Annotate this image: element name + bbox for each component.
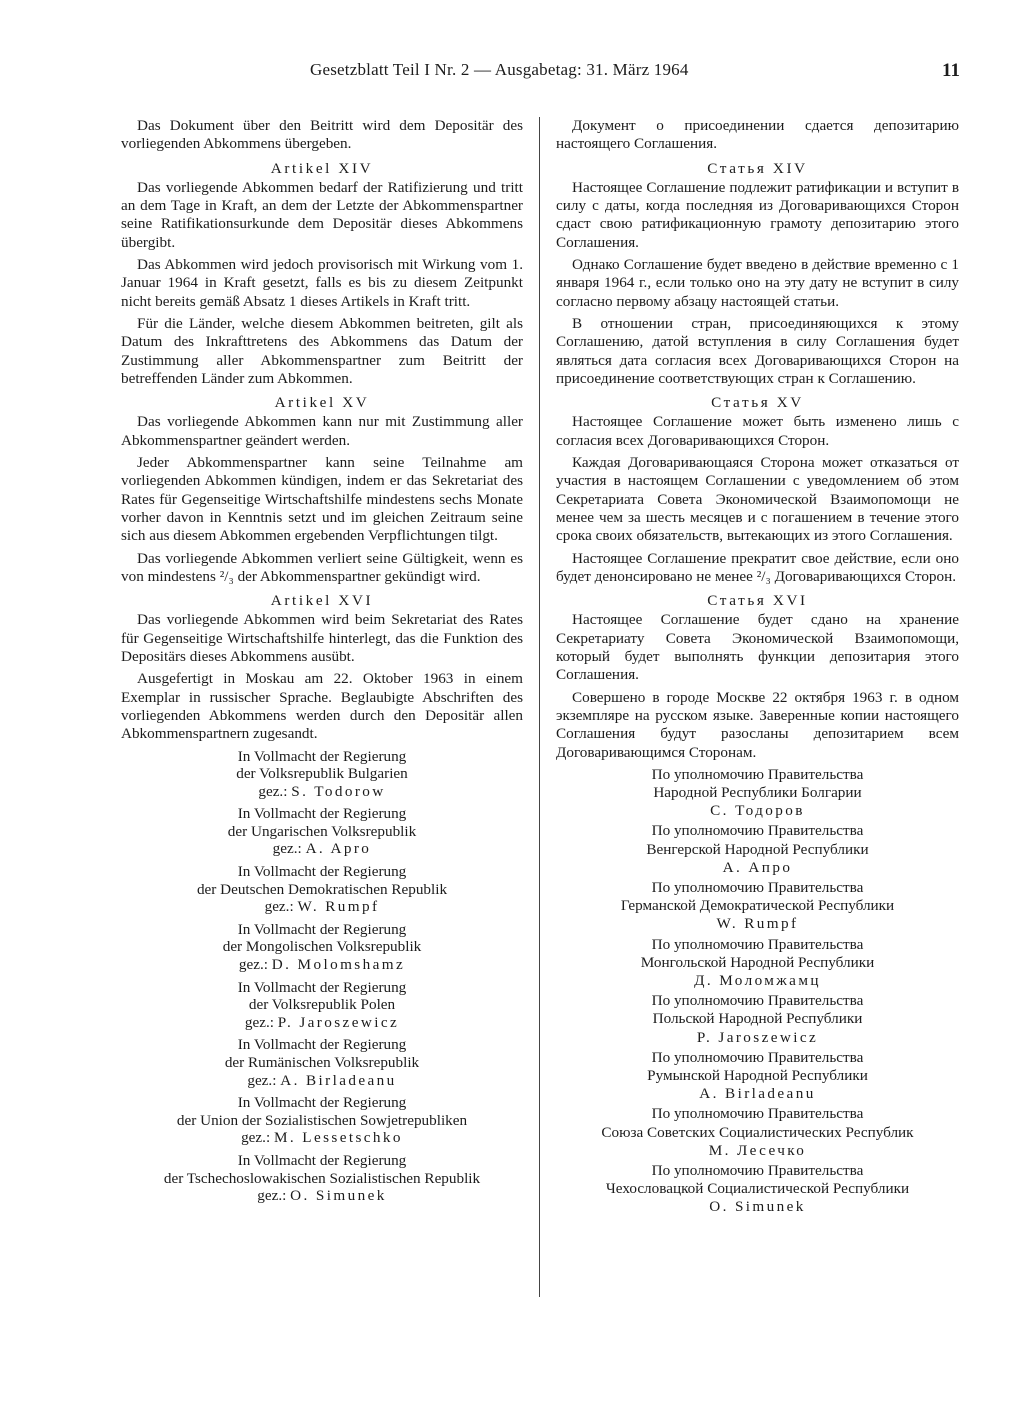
signature-country: Чехословацкой Социалистической Республики xyxy=(605,1180,910,1198)
signature xyxy=(556,1162,959,1217)
signatory-name: M. Lessetschko xyxy=(273,1129,403,1147)
signature-name-line xyxy=(121,1129,523,1147)
paragraph: Совершено в городе Москве 22 октября 1963 г. в одном экземпляре на русском языке. Заверенные копии настоящего Соглашения будут разосланы депозитарием всем Договаривающимся Сторонам. xyxy=(556,688,959,761)
signature xyxy=(556,992,959,1047)
signatory-name: A. Birladeanu xyxy=(699,1085,816,1103)
paragraph: Für die Länder, welche diesem Abkommen beitreten, gilt als Datum des Inkrafttretens des Abkommens das Datum der Zustimmung aller Abkommenspartner zum Beitritt der betreffenden Länder zum Abkommen. xyxy=(121,314,523,387)
signature xyxy=(121,748,523,801)
signature xyxy=(121,1152,523,1205)
signature-name-line xyxy=(121,1014,523,1032)
signature-prefix: gez.: xyxy=(258,782,288,800)
article-heading: Artikel XVI xyxy=(270,592,374,610)
paragraph: Каждая Договаривающаяся Сторона может отказаться от участия в настоящем Соглашении с уведомлением об этом Секретариата Совета Экономической Взаимопомощи не менее чем за шесть месяцев и с погашением в течение этого срока своих обязательств, вытекающих из этого Соглашения. xyxy=(556,454,959,545)
article-heading: Artikel XIV xyxy=(270,159,374,177)
signature-line: По уполномочию Правительства xyxy=(651,1162,864,1180)
signature xyxy=(556,766,959,821)
signature-line: По уполномочию Правительства xyxy=(651,992,864,1010)
signature-country: Германской Демократической Республики xyxy=(620,897,895,915)
signatory-name: O. Simunek xyxy=(709,1198,806,1216)
signatory-name: М. Лесечко xyxy=(708,1141,807,1159)
signature-line: In Vollmacht der Regierung xyxy=(237,805,407,823)
signature-line: In Vollmacht der Regierung xyxy=(237,747,407,765)
signature-line: In Vollmacht der Regierung xyxy=(237,863,407,881)
signature-block xyxy=(121,748,523,1205)
paragraph: Das Abkommen wird jedoch provisorisch mit Wirkung vom 1. Januar 1964 in Kraft gesetzt, falls es bis zu diesem Zeitpunkt nicht bereits gemäß Absatz 1 dieses Artikels in Kraft tritt. xyxy=(121,256,523,310)
paragraph: Настоящее Соглашение прекратит свое действие, если оно будет денонсировано не менее ²/₃ Договаривающихся Сторон. xyxy=(556,549,959,585)
signature-line: По уполномочию Правительства xyxy=(651,1048,864,1066)
signature-country: Румынской Народной Республики xyxy=(647,1067,868,1085)
signature-prefix: gez.: xyxy=(272,840,302,858)
signature-prefix: gez.: xyxy=(238,956,268,974)
column-divider xyxy=(539,117,540,1297)
paragraph: Ausgefertigt in Moskau am 22. Oktober 1963 in einem Exemplar in russischer Sprache. Beglaubigte Abschriften des vorliegenden Abkommens werden durch den Depositär allen Abkommenspartnern zugesandt. xyxy=(121,670,523,743)
signature-line: По уполномочию Правительства xyxy=(651,822,864,840)
signature xyxy=(556,879,959,934)
signature-line: По уполномочию Правительства xyxy=(651,935,864,953)
signature xyxy=(121,1036,523,1089)
signature-country: der Mongolischen Volksrepublik xyxy=(222,938,422,956)
signature-line: In Vollmacht der Regierung xyxy=(237,1094,407,1112)
signature-block xyxy=(556,766,959,1217)
signature xyxy=(121,921,523,974)
signature-line: По уполномочию Правительства xyxy=(651,765,864,783)
signature-country: der Tschechoslowakischen Sozialistischen Republik xyxy=(163,1169,481,1187)
signature-prefix: gez.: xyxy=(247,1071,277,1089)
signatory-name: S. Todorow xyxy=(291,782,386,800)
article-heading: Статья XIV xyxy=(707,159,808,177)
signature-country: Народной Республики Болгарии xyxy=(653,784,862,801)
signature-line: In Vollmacht der Regierung xyxy=(237,1151,407,1169)
signature-name-line xyxy=(121,840,523,858)
signatory-name: P. Jaroszewicz xyxy=(696,1028,819,1046)
signatory-name: С. Тодоров xyxy=(710,802,805,820)
signature xyxy=(556,1049,959,1104)
signature xyxy=(121,979,523,1032)
signature-name-line xyxy=(121,1187,523,1205)
signature-country: der Volksrepublik Polen xyxy=(248,996,396,1014)
signature-country: Монгольской Народной Республики xyxy=(640,953,875,971)
signature-name-line xyxy=(121,956,523,974)
signature-name-line xyxy=(121,898,523,916)
signatory-name: A. Apro xyxy=(305,840,372,858)
intro-paragraph: Das Dokument über den Beitritt wird dem Depositär des vorliegenden Abkommens übergeben. xyxy=(121,117,523,153)
signatory-name: O. Simunek xyxy=(290,1187,387,1205)
signature xyxy=(121,805,523,858)
signatory-name: W. Rumpf xyxy=(716,915,799,933)
intro-paragraph: Документ о присоединении сдается депозитарию настоящего Соглашения. xyxy=(556,117,959,153)
article-heading: Статья XVI xyxy=(707,592,808,610)
signature-prefix: gez.: xyxy=(257,1187,287,1205)
signatory-name: P. Jaroszewicz xyxy=(277,1013,400,1031)
signature-name-line xyxy=(121,1072,523,1090)
paragraph: Настоящее Соглашение подлежит ратификации и вступит в силу с даты, когда последняя из Договаривающихся Сторон сдаст свою ратификационную грамоту депозитарию этого Соглашения. xyxy=(556,178,959,251)
signature xyxy=(556,822,959,877)
paragraph: Das vorliegende Abkommen wird beim Sekretariat des Rates für Gegenseitige Wirtschaftshilfe hinterlegt, das die Funktion des Depositärs dieses Abkommens ausübt. xyxy=(121,611,523,666)
signature xyxy=(121,863,523,916)
paragraph: Das vorliegende Abkommen verliert seine Gültigkeit, wenn es von mindestens ²/₃ der Abkommenspartner gekündigt wird. xyxy=(121,549,523,585)
signature-country: der Volksrepublik Bulgarien xyxy=(236,765,408,783)
signature-name-line xyxy=(121,783,523,801)
header-title: Gesetzblatt Teil I Nr. 2 — Ausgabetag: 31. März 1964 xyxy=(310,60,689,79)
signature xyxy=(556,1105,959,1160)
signatory-name: W. Rumpf xyxy=(297,898,380,916)
signature-country: der Rumänischen Volksrepublik xyxy=(224,1054,420,1071)
article-heading: Статья XV xyxy=(711,394,804,412)
signature-country: Союза Советских Социалистических Республик xyxy=(601,1123,914,1141)
signature-line: По уполномочию Правительства xyxy=(651,1105,864,1123)
paragraph: Das vorliegende Abkommen kann nur mit Zustimmung aller Abkommenspartner geändert werden. xyxy=(121,413,523,449)
signature-line: In Vollmacht der Regierung xyxy=(237,920,407,938)
signature-country: der Ungarischen Volksrepublik xyxy=(227,822,417,840)
signature-country: der Union der Sozialistischen Sowjetrepubliken xyxy=(176,1111,468,1129)
german-column xyxy=(121,117,523,1210)
signature xyxy=(556,936,959,991)
signatory-name: A. Birladeanu xyxy=(280,1071,397,1089)
page-number: 11 xyxy=(942,60,960,81)
signature-prefix: gez.: xyxy=(241,1129,271,1147)
signatory-name: Д. Моломжамц xyxy=(694,972,821,990)
paragraph: Das vorliegende Abkommen bedarf der Ratifizierung und tritt an dem Tage in Kraft, an dem der Letzte der Abkommenspartner seine Ratifikationsurkunde dem Depositär dieses Abkommens übergibt. xyxy=(121,178,523,251)
signature-prefix: gez.: xyxy=(264,898,294,916)
paragraph: Jeder Abkommenspartner kann seine Teilnahme am vorliegenden Abkommen kündigen, indem er das Sekretariat des Rates für Gegenseitige Wirtschaftshilfe mindestens sechs Monate vorher davon in Kenntnis setzt und im gleichen Zeitraum seine sich aus diesem Abkommen ergebenden Verpflichtungen tilgt. xyxy=(121,454,523,545)
paragraph: В отношении стран, присоединяющихся к этому Соглашению, датой вступления в силу Соглашения будет являться дата согласия всех Договаривающихся Сторон на присоединение соответствующих стран к Соглашению. xyxy=(556,314,959,387)
signature-country: der Deutschen Demokratischen Republik xyxy=(196,880,448,898)
russian-column xyxy=(556,117,959,1219)
signature-line: In Vollmacht der Regierung xyxy=(237,1036,407,1054)
signature-line: По уполномочию Правительства xyxy=(651,879,864,897)
paragraph: Настоящее Соглашение будет сдано на хранение Секретариату Совета Экономической Взаимопомощи, который будет выполнять функции депозитария этого Соглашения. xyxy=(556,611,959,684)
paragraph: Однако Соглашение будет введено в действие временно с 1 января 1964 г., если только оно на эту дату не вступит в силу согласно первому абзацу настоящей статьи. xyxy=(556,256,959,310)
article-heading: Artikel XV xyxy=(274,394,370,412)
page-header xyxy=(0,60,1024,86)
signatory-name: А. Апро xyxy=(722,858,793,876)
signature-country: Венгерской Народной Республики xyxy=(646,840,869,858)
signatory-name: D. Molomshamz xyxy=(271,956,406,974)
signature xyxy=(121,1094,523,1147)
signature-prefix: gez.: xyxy=(244,1013,274,1031)
signature-country: Польской Народной Республики xyxy=(652,1010,863,1028)
signature-line: In Vollmacht der Regierung xyxy=(237,978,407,996)
paragraph: Настоящее Соглашение может быть изменено лишь с согласия всех Договаривающихся Сторон. xyxy=(556,413,959,449)
